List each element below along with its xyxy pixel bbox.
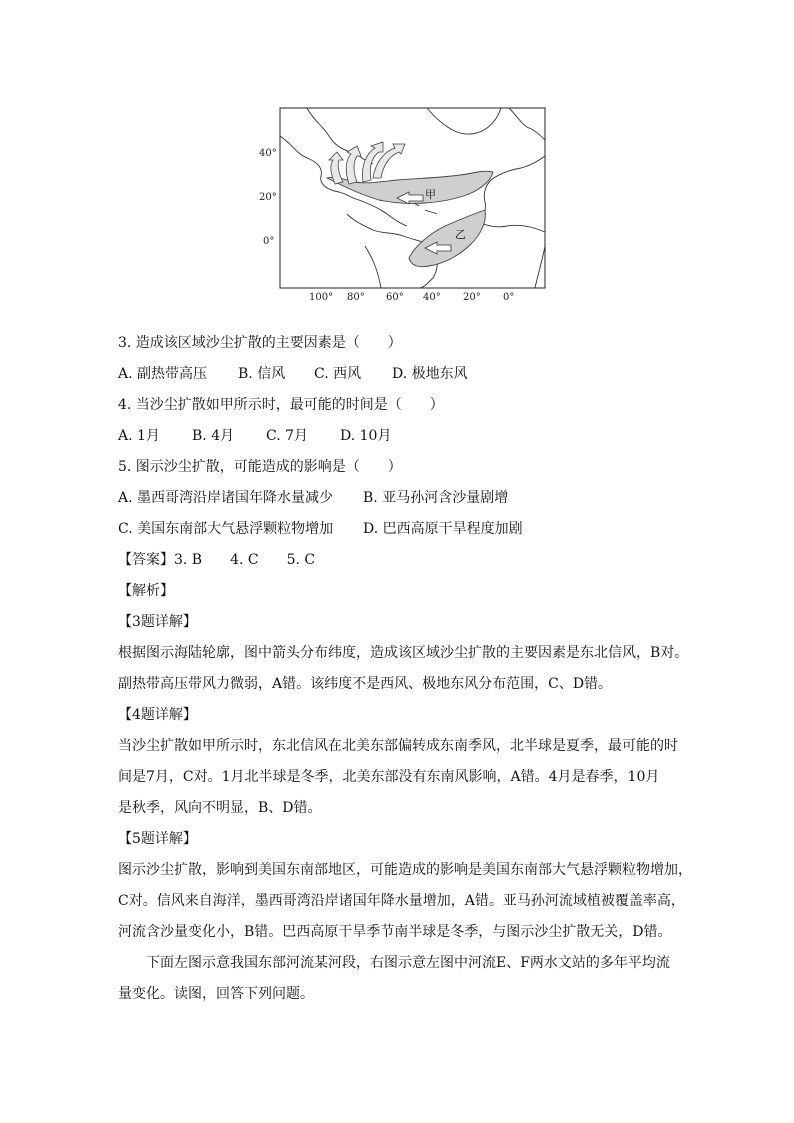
map-svg [247, 106, 557, 304]
question-5-options-row2 [118, 519, 523, 539]
q5-option-a: A. 墨西哥湾沿岸诸国年降水量减少 [118, 490, 334, 506]
zone-label-jia: 甲 [425, 188, 436, 201]
answer-line: 【答案】3. B 4. C 5. C [118, 552, 316, 568]
question-5-stem: 5. 图示沙尘扩散，可能造成的影响是（ ） [118, 459, 402, 475]
lon-label-60: 60° [386, 292, 404, 303]
lon-label-80: 80° [347, 292, 365, 303]
question-3-stem: 3. 造成该区域沙尘扩散的主要因素是（ ） [118, 335, 402, 351]
q3-option-c: C. 西风 [314, 366, 362, 382]
q3-option-a: A. 副热带高压 [118, 366, 208, 382]
lon-label-0: 0° [503, 292, 515, 303]
q4-option-b: B. 4月 [192, 428, 235, 444]
lat-label-40: 40° [259, 148, 277, 159]
q5-option-d: D. 巴西高原干旱程度加剧 [363, 521, 523, 537]
lon-label-20: 20° [463, 292, 481, 303]
q3-option-d: D. 极地东风 [392, 366, 468, 382]
question-4-options [118, 426, 391, 446]
question-4-stem: 4. 当沙尘扩散如甲所示时，最可能的时间是（ ） [118, 397, 444, 413]
detail-3-line-1: 根据图示海陆轮廓，图中箭头分布纬度，造成该区域沙尘扩散的主要因素是东北信风，B对。 [118, 645, 689, 661]
lat-label-0: 0° [263, 236, 275, 247]
detail-5-line-1: 图示沙尘扩散，影响到美国东南部地区，可能造成的影响是美国东南部大气悬浮颗粒物增加， [118, 862, 692, 878]
q5-option-c: C. 美国东南部大气悬浮颗粒物增加 [118, 521, 334, 537]
lon-label-40: 40° [423, 292, 441, 303]
dust-map-figure [247, 106, 557, 304]
detail-4-heading: 【4题详解】 [118, 707, 197, 723]
analysis-heading: 【解析】 [118, 583, 174, 599]
detail-5-heading: 【5题详解】 [118, 831, 197, 847]
detail-3-heading: 【3题详解】 [118, 614, 197, 630]
next-intro-line-1: 下面左图示意我国东部河流某河段，右图示意左图中河流E、F两水文站的多年平均流 [146, 955, 670, 971]
q4-option-c: C. 7月 [266, 428, 309, 444]
question-5-options-row1 [118, 488, 508, 508]
lat-label-20: 20° [259, 192, 277, 203]
detail-4-line-1: 当沙尘扩散如甲所示时，东北信风在北美东部偏转成东南季风，北半球是夏季，最可能的时 [118, 738, 678, 754]
next-intro-line-2: 量变化。读图，回答下列问题。 [118, 986, 314, 1002]
lon-label-100: 100° [309, 292, 334, 303]
detail-4-line-2: 间是7月，C对。1月北半球是冬季，北美东部没有东南风影响，A错。4月是春季，10月 [118, 769, 660, 785]
detail-3-line-2: 副热带高压带风力微弱，A错。该纬度不是西风、极地东风分布范围，C、D错。 [118, 676, 613, 692]
question-3-options [118, 364, 468, 384]
zone-label-yi: 乙 [455, 228, 466, 241]
q4-option-a: A. 1月 [118, 428, 160, 444]
q5-option-b: B. 亚马孙河含沙量剧增 [363, 490, 509, 506]
q3-option-b: B. 信风 [238, 366, 286, 382]
q4-option-d: D. 10月 [340, 428, 392, 444]
detail-4-line-3: 是秋季，风向不明显，B、D错。 [118, 800, 322, 816]
detail-5-line-3: 河流含沙量变化小，B错。巴西高原干旱季节南半球是冬季，与图示沙尘扩散无关，D错。 [118, 924, 672, 940]
detail-5-line-2: C对。信风来自海洋，墨西哥湾沿岸诸国年降水量增加，A错。亚马孙河流域植被覆盖率高， [118, 893, 685, 909]
